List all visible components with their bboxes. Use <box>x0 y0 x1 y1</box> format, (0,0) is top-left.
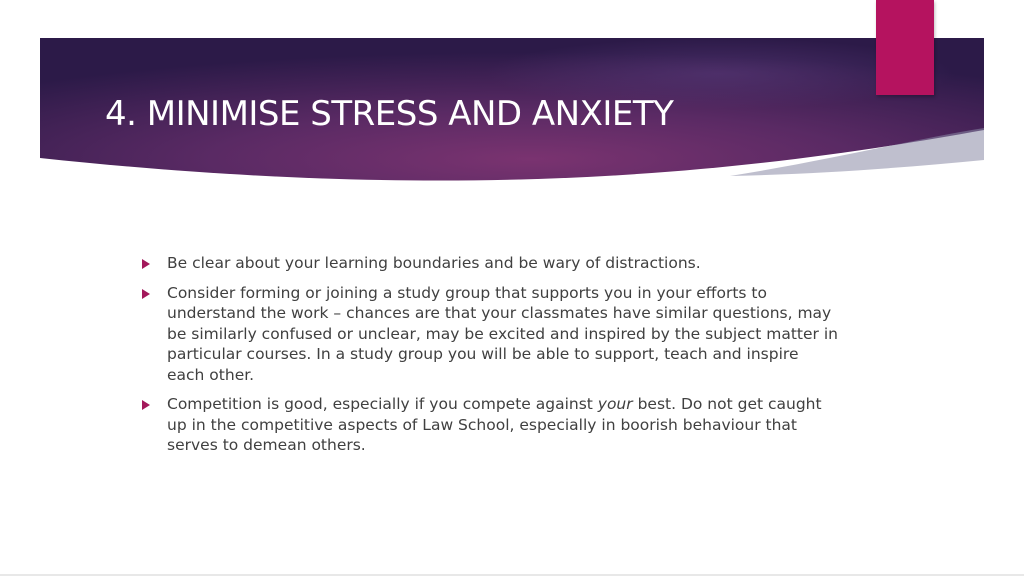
triangle-bullet-icon <box>142 400 150 410</box>
bullet-text: Be clear about your learning boundaries and be wary of distractions. <box>167 254 701 272</box>
bullet-text <box>167 395 822 454</box>
slide-title: 4. MINIMISE STRESS AND ANXIETY <box>105 94 674 134</box>
bullet-text-start: Competition is good, especially if you compete against <box>167 395 598 413</box>
bullet-item <box>140 283 840 386</box>
triangle-bullet-icon <box>142 289 150 299</box>
triangle-bullet-icon <box>142 259 150 269</box>
accent-tab <box>876 0 934 95</box>
bullet-text-emphasis: your <box>597 395 633 413</box>
bullet-text: Consider forming or joining a study group that supports you in your efforts to understand the work – chances are that your classmates have similar questions, may be similarly confused or unclear, may be excited and inspired by the subject matter in particular courses. In a study group you will be able to support, teach and inspire each other. <box>167 283 838 384</box>
bullet-text-end: best. Do not get caught up in the competitive aspects of Law School, especially in boorish behaviour that serves to demean others. <box>167 395 822 454</box>
bullet-item <box>140 253 840 274</box>
bullet-list <box>140 253 840 465</box>
bullet-item <box>140 394 840 456</box>
